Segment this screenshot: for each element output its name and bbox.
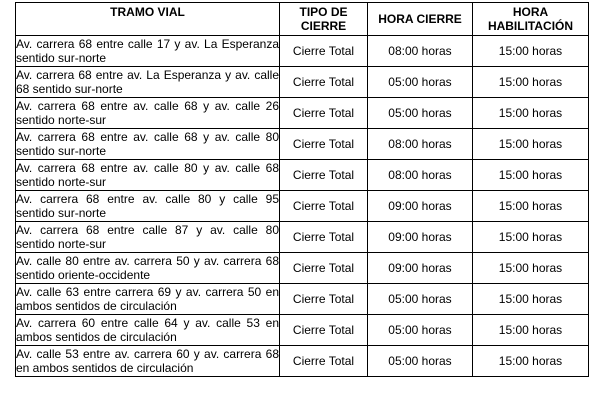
cell-hora-cierre: 09:00 horas	[368, 222, 473, 253]
cell-hora-habilitacion: 15:00 horas	[473, 222, 589, 253]
cell-hora-habilitacion: 15:00 horas	[473, 346, 589, 377]
cell-tramo-vial: Av. carrera 68 entre av. La Esperanza y av. calle 68 sentido sur-norte	[16, 68, 279, 96]
cell-tipo-cierre: Cierre Total	[280, 222, 368, 253]
cell-hora-habilitacion: 15:00 horas	[473, 253, 589, 284]
cell-hora-habilitacion: 15:00 horas	[473, 315, 589, 346]
cell-tramo-vial: Av. calle 53 entre av. carrera 60 y av. carrera 68 en ambos sentidos de circulación	[16, 347, 279, 375]
cell-hora-cierre: 05:00 horas	[368, 346, 473, 377]
header-tipo-de-cierre: TIPO DE CIERRE	[280, 3, 368, 36]
cell-tramo-vial: Av. carrera 68 entre av. calle 68 y av. calle 80 sentido sur-norte	[16, 130, 279, 158]
cell-tramo-vial: Av. calle 63 entre carrera 69 y av. carrera 50 en ambos sentidos de circulación	[16, 285, 279, 313]
table-row	[16, 346, 589, 377]
table-row	[16, 315, 589, 346]
cell-hora-habilitacion: 15:00 horas	[473, 191, 589, 222]
table-row	[16, 253, 589, 284]
header-hora-cierre: HORA CIERRE	[368, 3, 473, 36]
cell-hora-habilitacion: 15:00 horas	[473, 129, 589, 160]
table-body	[16, 36, 589, 377]
cell-hora-cierre: 05:00 horas	[368, 284, 473, 315]
table-header-row	[16, 3, 589, 36]
table-row	[16, 67, 589, 98]
header-hora-habilitacion: HORA HABILITACIÓN	[473, 3, 589, 36]
cell-hora-habilitacion: 15:00 horas	[473, 98, 589, 129]
cell-hora-cierre: 09:00 horas	[368, 191, 473, 222]
cell-tipo-cierre: Cierre Total	[280, 129, 368, 160]
cell-hora-cierre: 05:00 horas	[368, 67, 473, 98]
cell-tipo-cierre: Cierre Total	[280, 284, 368, 315]
table-row	[16, 191, 589, 222]
cell-tipo-cierre: Cierre Total	[280, 315, 368, 346]
cell-tipo-cierre: Cierre Total	[280, 346, 368, 377]
table-row	[16, 129, 589, 160]
table-row	[16, 36, 589, 67]
cell-hora-habilitacion: 15:00 horas	[473, 36, 589, 67]
cell-tramo-vial: Av. carrera 68 entre calle 87 y av. calle 80 sentido norte-sur	[16, 223, 279, 251]
cell-hora-cierre: 05:00 horas	[368, 98, 473, 129]
cell-tipo-cierre: Cierre Total	[280, 98, 368, 129]
cell-hora-habilitacion: 15:00 horas	[473, 160, 589, 191]
cell-tramo-vial: Av. carrera 68 entre av. calle 80 y calle 95 sentido sur-norte	[16, 192, 279, 220]
cell-hora-cierre: 08:00 horas	[368, 36, 473, 67]
table-row	[16, 222, 589, 253]
cell-tipo-cierre: Cierre Total	[280, 191, 368, 222]
cell-hora-cierre: 08:00 horas	[368, 160, 473, 191]
cell-tipo-cierre: Cierre Total	[280, 160, 368, 191]
cell-hora-cierre: 08:00 horas	[368, 129, 473, 160]
cell-tipo-cierre: Cierre Total	[280, 253, 368, 284]
cell-tramo-vial: Av. carrera 68 entre av. calle 68 y av. calle 26 sentido norte-sur	[16, 99, 279, 127]
cell-tramo-vial: Av. carrera 68 entre av. calle 80 y av. calle 68 sentido norte-sur	[16, 161, 279, 189]
cell-hora-cierre: 05:00 horas	[368, 315, 473, 346]
header-tramo-vial: TRAMO VIAL	[16, 3, 280, 36]
road-closures-table	[15, 2, 589, 377]
cell-tipo-cierre: Cierre Total	[280, 36, 368, 67]
cell-tramo-vial: Av. carrera 60 entre calle 64 y av. calle 53 en ambos sentidos de circulación	[16, 316, 279, 344]
cell-hora-habilitacion: 15:00 horas	[473, 67, 589, 98]
table-row	[16, 160, 589, 191]
cell-tipo-cierre: Cierre Total	[280, 67, 368, 98]
table-row	[16, 98, 589, 129]
cell-hora-habilitacion: 15:00 horas	[473, 284, 589, 315]
table-row	[16, 284, 589, 315]
cell-hora-cierre: 09:00 horas	[368, 253, 473, 284]
cell-tramo-vial: Av. carrera 68 entre calle 17 y av. La Esperanza sentido sur-norte	[16, 37, 279, 65]
cell-tramo-vial: Av. calle 80 entre av. carrera 50 y av. carrera 68 sentido oriente-occidente	[16, 254, 279, 282]
